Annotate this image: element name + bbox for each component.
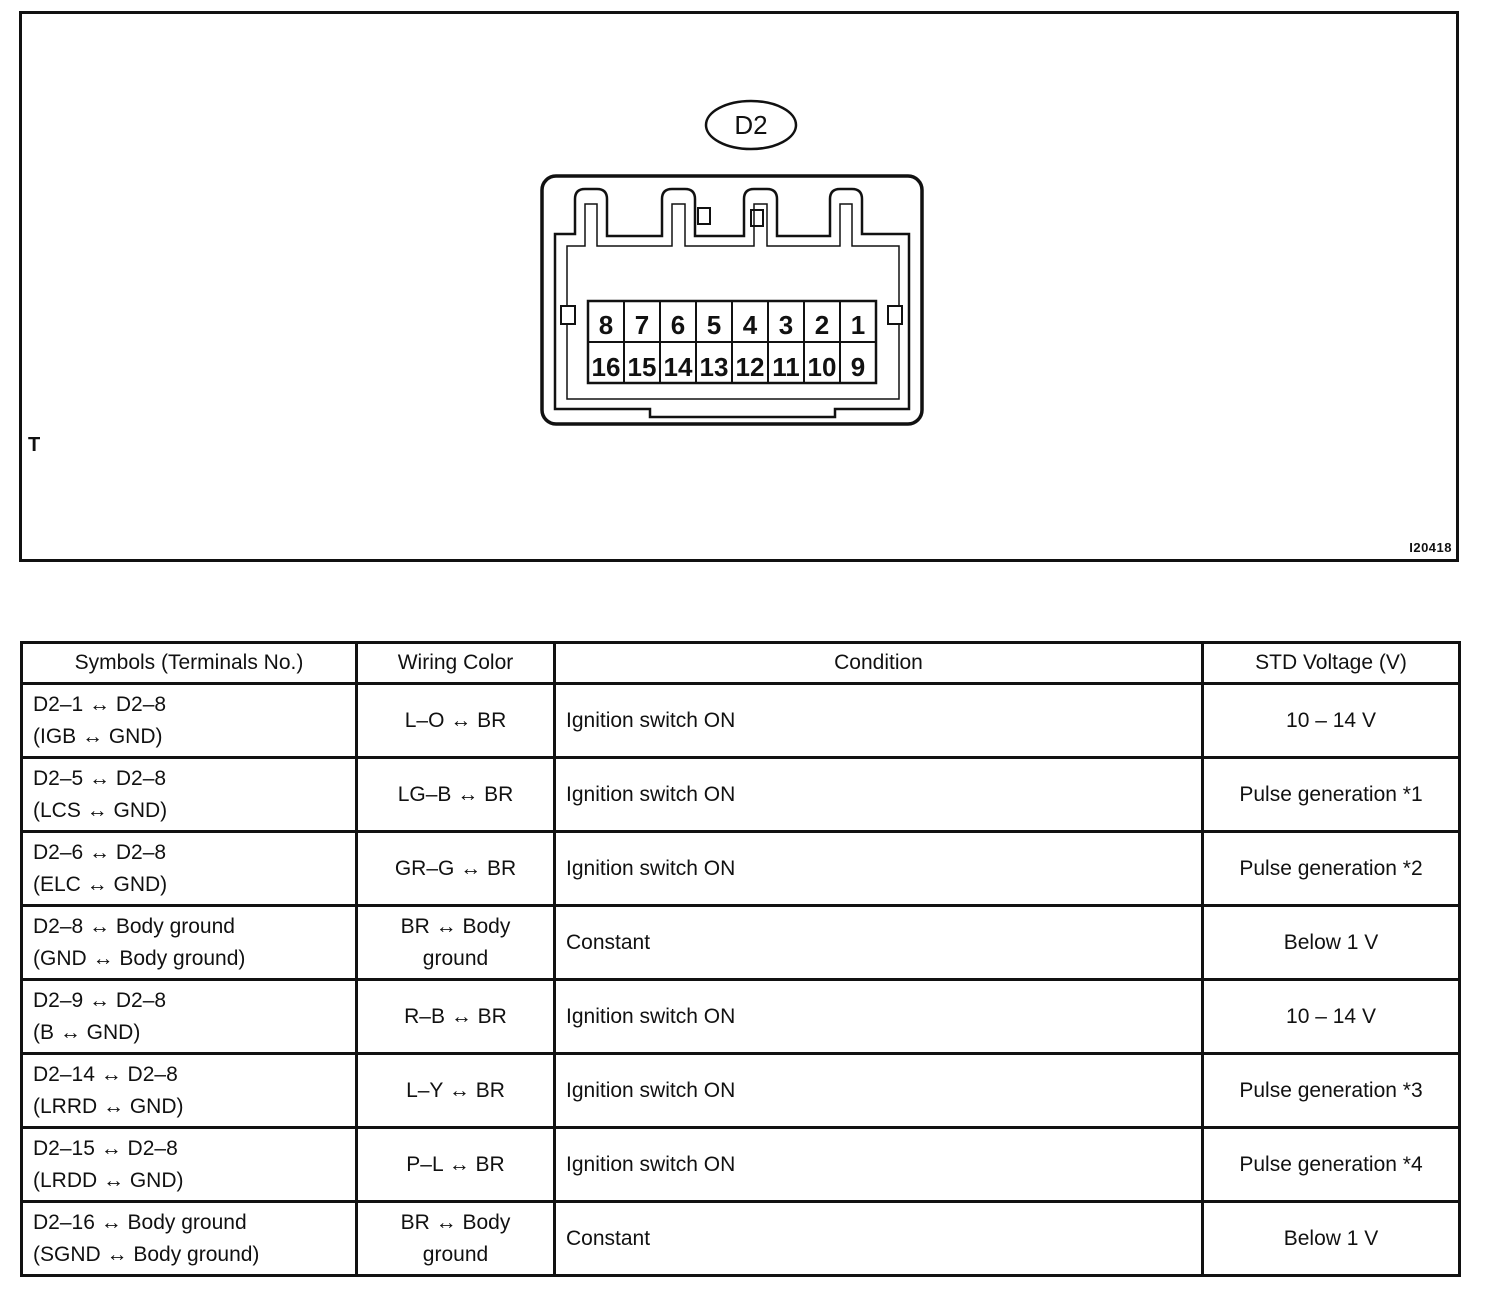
table-row (22, 684, 1460, 758)
cell-std-voltage: 10 – 14 V (1203, 684, 1460, 758)
cell-std-voltage: 10 – 14 V (1203, 980, 1460, 1054)
connector-figure (19, 11, 1459, 562)
table-row (22, 980, 1460, 1054)
pin-label: 5 (706, 310, 722, 340)
pin-label: 14 (663, 352, 693, 382)
cell-symbols (22, 1128, 357, 1202)
table-row (22, 1128, 1460, 1202)
cell-std-voltage: Below 1 V (1203, 1202, 1460, 1276)
pin-label: 1 (850, 310, 866, 340)
symbol-names: (IGB ↔ GND) (33, 724, 163, 748)
wiring-color: LG–B ↔ BR (397, 782, 514, 806)
wiring-color: L–O ↔ BR (404, 708, 507, 732)
cell-wiring-color (357, 980, 555, 1054)
symbol-names: (GND ↔ Body ground) (33, 946, 246, 970)
symbol-names: (SGND ↔ Body ground) (33, 1242, 260, 1266)
pin-label: 8 (598, 310, 614, 340)
cell-wiring-color (357, 1128, 555, 1202)
cell-symbols (22, 1054, 357, 1128)
symbol-names: (B ↔ GND) (33, 1020, 141, 1044)
cell-symbols (22, 980, 357, 1054)
symbol-terminals: D2–6 ↔ D2–8 (33, 840, 167, 864)
wiring-color: P–L ↔ BR (406, 1152, 505, 1176)
table-row (22, 1054, 1460, 1128)
symbol-names: (LCS ↔ GND) (33, 798, 168, 822)
table-header-row (22, 643, 1460, 684)
symbol-terminals: D2–15 ↔ D2–8 (33, 1136, 178, 1160)
cell-std-voltage: Pulse generation *3 (1203, 1054, 1460, 1128)
cell-wiring-color (357, 684, 555, 758)
cell-symbols (22, 684, 357, 758)
pin-label: 10 (807, 352, 837, 382)
pin-grid (588, 301, 876, 383)
cell-wiring-color (357, 906, 555, 980)
table-row (22, 758, 1460, 832)
symbol-terminals: D2–16 ↔ Body ground (33, 1210, 247, 1234)
wiring-color: L–Y ↔ BR (406, 1078, 505, 1102)
wiring-color-cont: ground (422, 1242, 489, 1266)
symbol-names: (ELC ↔ GND) (33, 872, 168, 896)
cell-symbols (22, 1202, 357, 1276)
cell-wiring-color (357, 832, 555, 906)
pin-label: 2 (814, 310, 830, 340)
cell-condition: Ignition switch ON (555, 684, 1203, 758)
table-row (22, 906, 1460, 980)
symbol-terminals: D2–14 ↔ D2–8 (33, 1062, 178, 1086)
wiring-color: R–B ↔ BR (404, 1004, 507, 1028)
symbol-terminals: D2–9 ↔ D2–8 (33, 988, 167, 1012)
wiring-color-cont: ground (422, 946, 489, 970)
header-symbols: Symbols (Terminals No.) (22, 643, 357, 684)
figure-code: I20418 (1409, 540, 1452, 555)
terminal-voltage-table (20, 641, 1461, 1277)
figure-side-mark: T (28, 434, 41, 456)
connector-key-left (698, 208, 710, 224)
cell-std-voltage: Pulse generation *2 (1203, 832, 1460, 906)
pin-label: 13 (699, 352, 729, 382)
pin-label: 4 (742, 310, 758, 340)
symbol-names: (LRDD ↔ GND) (33, 1168, 184, 1192)
cell-wiring-color (357, 758, 555, 832)
wiring-color: BR ↔ Body (400, 914, 511, 938)
header-std-voltage: STD Voltage (V) (1203, 643, 1460, 684)
connector-label: D2 (734, 110, 768, 140)
symbol-terminals: D2–1 ↔ D2–8 (33, 692, 167, 716)
connector-side-tab-left (561, 306, 575, 324)
cell-symbols (22, 832, 357, 906)
table-row (22, 832, 1460, 906)
connector-side-tab-right (888, 306, 902, 324)
cell-condition: Ignition switch ON (555, 758, 1203, 832)
cell-symbols (22, 758, 357, 832)
symbol-terminals: D2–8 ↔ Body ground (33, 914, 235, 938)
header-condition: Condition (555, 643, 1203, 684)
cell-symbols (22, 906, 357, 980)
pin-label: 15 (627, 352, 657, 382)
connector-key-right (751, 210, 763, 226)
wiring-color: BR ↔ Body (400, 1210, 511, 1234)
pin-label: 6 (670, 310, 686, 340)
cell-condition: Ignition switch ON (555, 832, 1203, 906)
wiring-color: GR–G ↔ BR (394, 856, 517, 880)
cell-wiring-color (357, 1202, 555, 1276)
cell-std-voltage: Pulse generation *1 (1203, 758, 1460, 832)
cell-condition: Ignition switch ON (555, 1128, 1203, 1202)
cell-std-voltage: Below 1 V (1203, 906, 1460, 980)
connector-drawing (22, 14, 1456, 559)
cell-std-voltage: Pulse generation *4 (1203, 1128, 1460, 1202)
cell-condition: Constant (555, 1202, 1203, 1276)
pin-label: 9 (850, 352, 866, 382)
header-wiring-color: Wiring Color (357, 643, 555, 684)
pin-label: 12 (735, 352, 765, 382)
cell-condition: Constant (555, 906, 1203, 980)
symbol-names: (LRRD ↔ GND) (33, 1094, 184, 1118)
pin-label: 3 (778, 310, 794, 340)
cell-wiring-color (357, 1054, 555, 1128)
pin-label: 7 (634, 310, 650, 340)
cell-condition: Ignition switch ON (555, 980, 1203, 1054)
table-row (22, 1202, 1460, 1276)
symbol-terminals: D2–5 ↔ D2–8 (33, 766, 167, 790)
pin-label: 16 (591, 352, 621, 382)
cell-condition: Ignition switch ON (555, 1054, 1203, 1128)
pin-label: 11 (772, 352, 800, 382)
